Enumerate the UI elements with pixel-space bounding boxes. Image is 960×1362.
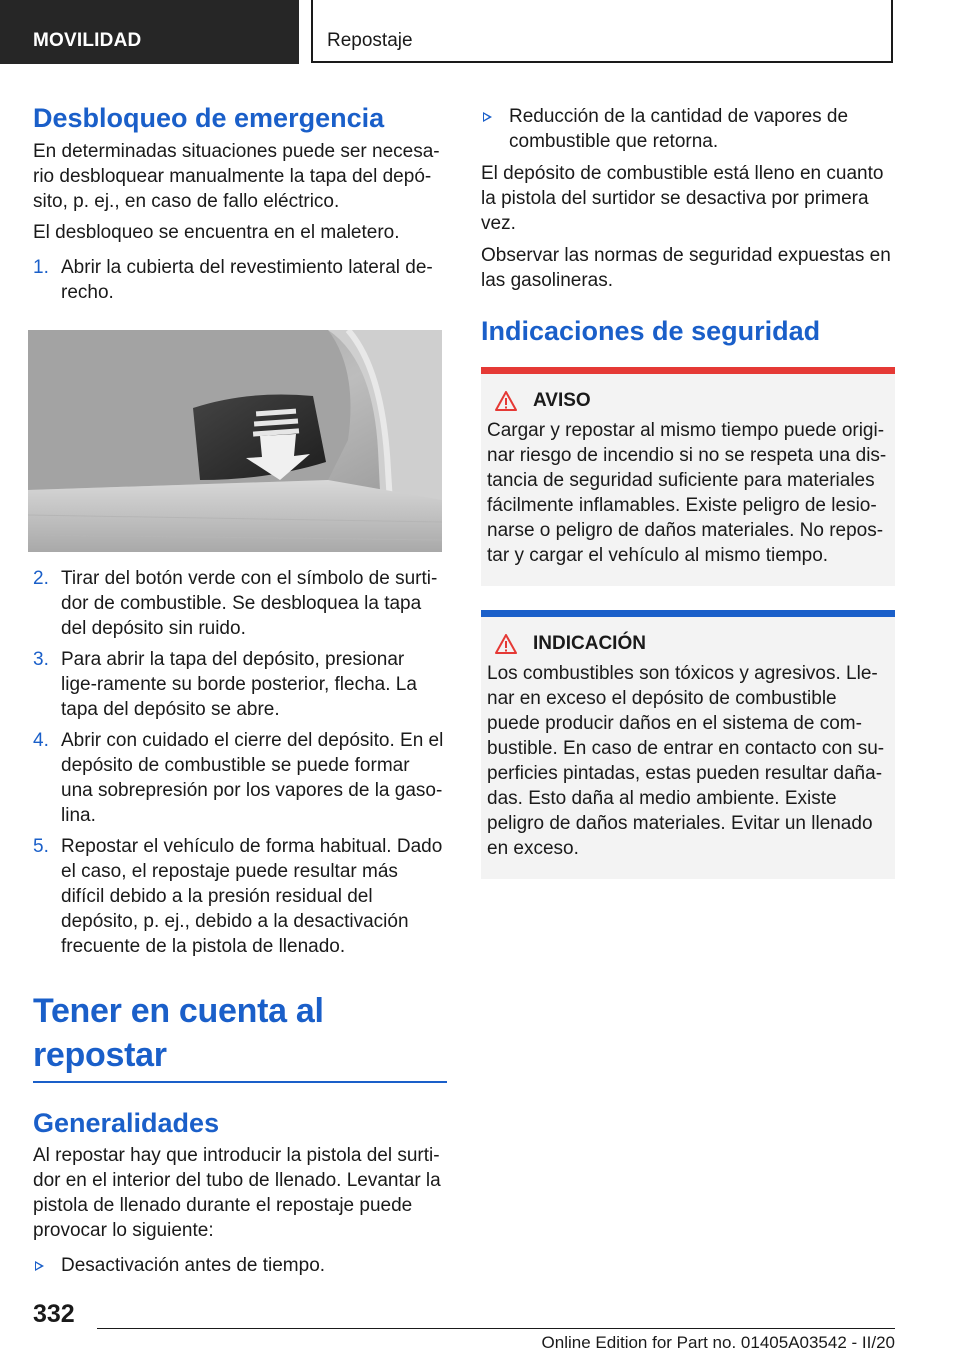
step-number: 2. [33, 568, 49, 589]
list-item [481, 104, 895, 154]
bullet-text: Desactivación antes de tiempo. [61, 1255, 326, 1276]
paragraph: En determinadas situaciones puede ser necesa‐rio desbloquear manualmente la tapa del depó‐sito, p. ej., en caso de fallo eléctrico. [33, 141, 440, 212]
list-item [33, 255, 445, 305]
step-number: 3. [33, 649, 49, 670]
header-chapter-tab [311, 0, 893, 63]
edition-label: Online Edition for Part no. 01405A03542 - II/20 [541, 1333, 895, 1352]
warning-title-text: AVISO [533, 390, 591, 411]
step-text: Repostar el vehículo de forma habitual. Dado el caso, el repostaje puede resultar más difícil debido a la presión residual del depósito, p. ej., debido a la desactivación frecuente de la pistola de llenado. [61, 836, 443, 957]
step-number: 1. [33, 257, 49, 278]
footer-divider [97, 1328, 895, 1329]
step-number: 5. [33, 836, 49, 857]
warning-title [487, 388, 889, 414]
warning-text: Cargar y repostar al mismo tiempo puede origi‐nar riesgo de incendio si no se respeta una dis‐tancia de seguridad suficiente para materiales fácilmente inflamables. Existe peligro de lesio‐narse o peligro de daños materiales. No repos‐tar y cargar el vehículo al mismo tiempo. [487, 420, 887, 566]
heading-underline [33, 1081, 447, 1083]
step-text: Abrir con cuidado el cierre del depósito. En el depósito de combustible se puede formar una sobrepresión por los vapores de la gaso‐lina. [61, 730, 444, 826]
warning-box [481, 367, 895, 586]
list-item [33, 647, 445, 722]
bullet-triangle-icon [35, 1261, 44, 1271]
page-number: 332 [33, 1300, 75, 1328]
list-item [33, 566, 445, 641]
steps-list-continued [33, 566, 445, 959]
steps-list [33, 255, 445, 305]
chapter-heading: Tener en cuenta al repostar [33, 992, 324, 1074]
step-text: Tirar del botón verde con el símbolo de surti‐dor de combustible. Se desbloquea la tapa del depósito sin ruido. [61, 568, 438, 639]
list-item [33, 1253, 445, 1278]
step-text: Abrir la cubierta del revestimiento lateral de‐recho. [61, 257, 433, 303]
section-title-safety: Indicaciones de seguridad [481, 316, 821, 346]
step-text: Para abrir la tapa del depósito, presionar lige‐ramente su borde posterior, flecha. La tapa del depósito se abre. [61, 649, 417, 720]
paragraph: Al repostar hay que introducir la pistola del surti‐dor en el interior del tubo de llenado. Levantar la pistola de llenado durante el repostaje puede provocar lo siguiente: [33, 1145, 441, 1241]
paragraph: El desbloqueo se encuentra en el maletero. [33, 222, 400, 243]
note-bar [481, 610, 895, 617]
step-number: 4. [33, 730, 49, 751]
header-section-tab [0, 0, 299, 64]
left-column [33, 100, 445, 1278]
right-column [481, 104, 895, 879]
paragraph: Observar las normas de seguridad expuestas en las gasolineras. [481, 245, 891, 291]
bullet-text: Reducción de la cantidad de vapores de combustible que retorna. [509, 106, 849, 152]
warning-bar [481, 367, 895, 374]
bullet-list [33, 1253, 445, 1278]
note-title [487, 631, 889, 657]
header-chapter-label: Repostaje [327, 30, 413, 51]
warning-triangle-icon [495, 391, 517, 411]
notice-triangle-icon [495, 634, 517, 654]
paragraph: El depósito de combustible está lleno en cuanto la pistola del surtidor se desactiva por primera vez. [481, 163, 884, 234]
section-title-general: Generalidades [33, 1108, 220, 1138]
bullet-list [481, 104, 895, 154]
list-item [33, 728, 445, 828]
note-text: Los combustibles son tóxicos y agresivos. Lle‐nar en exceso el depósito de combustible puede producir daños en el sistema de com‐bustible. En caso de entrar en contacto con su‐perficies pintadas, estas pueden resultar daña‐das. Esto daña al medio ambiente. Existe peligro de daños materiales. Evitar un llenado en exceso. [487, 663, 885, 859]
list-item [33, 834, 445, 959]
header-section-label: MOVILIDAD [33, 30, 142, 51]
trunk-side-panel-photo [28, 330, 442, 552]
note-title-text: INDICACIÓN [533, 633, 646, 654]
bullet-triangle-icon [483, 112, 492, 122]
section-title-emergency-unlock: Desbloqueo de emergencia [33, 103, 385, 133]
note-box [481, 610, 895, 879]
